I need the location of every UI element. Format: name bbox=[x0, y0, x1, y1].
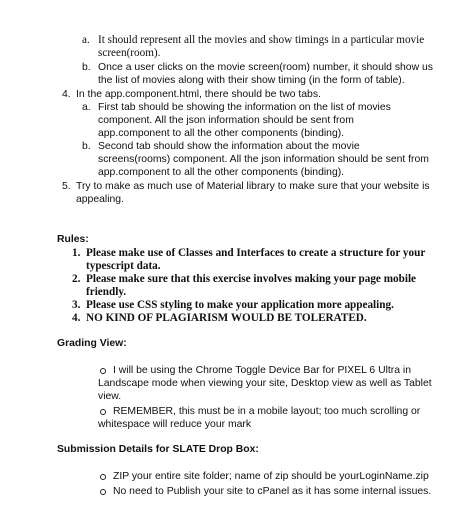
bullet-text: Landscape mode when viewing your site, Desktop view as well as Tablet bbox=[98, 378, 432, 389]
list-marker: b. bbox=[82, 141, 91, 152]
list-marker: 4. bbox=[62, 89, 71, 100]
list-item-text: First tab should be showing the information on the list of movies bbox=[98, 102, 391, 113]
bullet-text: ZIP your entire site folder; name of zip should be yourLoginName.zip bbox=[113, 471, 429, 482]
list-item-text: It should represent all the movies and show timings in a particular movie bbox=[98, 34, 425, 46]
bullet-text: No need to Publish your site to cPanel as it has some internal issues. bbox=[113, 486, 432, 497]
rule-text: friendly. bbox=[86, 286, 127, 298]
bullet-circle-icon bbox=[100, 489, 106, 495]
submission-heading: Submission Details for SLATE Drop Box: bbox=[57, 444, 259, 455]
rules-heading: Rules: bbox=[57, 234, 89, 245]
bullet-text: I will be using the Chrome Toggle Device Bar for PIXEL 6 Ultra in bbox=[113, 365, 412, 376]
list-marker: 5. bbox=[62, 181, 71, 192]
bullet-circle-icon bbox=[100, 474, 106, 480]
list-item-text: In the app.component.html, there should be two tabs. bbox=[76, 89, 321, 100]
list-item-text: Second tab should show the information about the movie bbox=[98, 141, 360, 152]
list-item-text: app.component to all the other components (binding). bbox=[98, 128, 345, 139]
bullet-text: REMEMBER, this must be in a mobile layout; too much scrolling or bbox=[113, 406, 421, 417]
bullet-circle-icon bbox=[100, 368, 106, 374]
list-item-text: app.component to all the other components (binding). bbox=[98, 167, 345, 178]
rule-marker: 3. bbox=[72, 299, 81, 311]
grading-heading: Grading View: bbox=[57, 338, 127, 349]
list-item-text: Once a user clicks on the movie screen(room) number, it should show us bbox=[98, 62, 433, 73]
rule-marker: 1. bbox=[72, 247, 81, 259]
rule-text: typescript data. bbox=[86, 260, 161, 272]
rule-marker: 2. bbox=[72, 273, 81, 285]
list-item-text: screen(room). bbox=[98, 47, 161, 59]
bullet-text: whitespace will reduce your mark bbox=[98, 419, 252, 430]
list-marker: a. bbox=[82, 34, 90, 46]
list-item-text: component. All the json information should be sent from bbox=[98, 115, 354, 126]
bullet-text: view. bbox=[98, 391, 122, 402]
rule-text: Please make use of Classes and Interfaces to create a structure for your bbox=[86, 247, 426, 259]
rule-text: NO KIND OF PLAGIARISM WOULD BE TOLERATED. bbox=[86, 312, 367, 324]
list-item-text: appealing. bbox=[76, 194, 124, 205]
list-item-text: Try to make as much use of Material library to make sure that your website is bbox=[76, 181, 430, 192]
list-item-text: screens(rooms) component. All the json information should be sent from bbox=[98, 154, 429, 165]
list-marker: a. bbox=[82, 102, 91, 113]
rule-marker: 4. bbox=[72, 312, 81, 324]
list-marker: b. bbox=[82, 62, 91, 73]
list-item-text: the list of movies along with their show timing (in the form of table). bbox=[98, 75, 405, 86]
bullet-circle-icon bbox=[100, 409, 106, 415]
rule-text: Please make sure that this exercise involves making your page mobile bbox=[86, 273, 417, 285]
rule-text: Please use CSS styling to make your application more appealing. bbox=[86, 299, 394, 311]
